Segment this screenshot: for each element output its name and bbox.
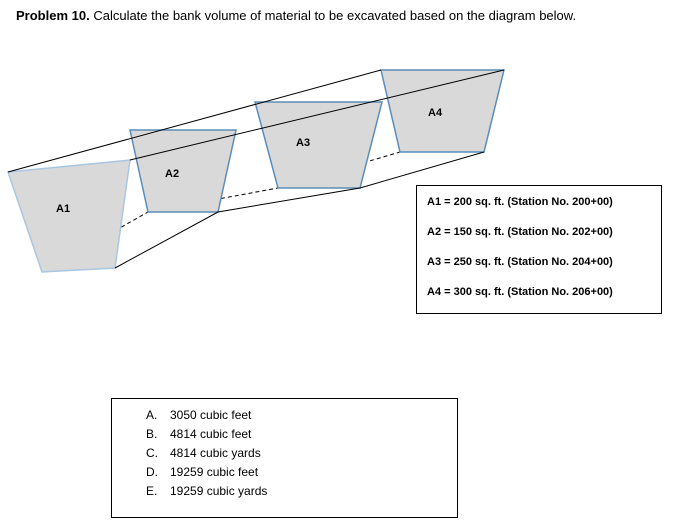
choice-text: 4814 cubic yards	[170, 446, 261, 460]
given-area-a4: A4 = 300 sq. ft. (Station No. 206+00)	[427, 286, 613, 298]
choice-a[interactable]	[146, 408, 251, 422]
given-area-a1: A1 = 200 sq. ft. (Station No. 200+00)	[427, 196, 613, 208]
answer-choices-box	[111, 398, 458, 518]
area-label-a1: A1	[56, 203, 71, 215]
choice-letter: C.	[146, 446, 158, 460]
choice-letter: D.	[146, 465, 158, 479]
choice-b[interactable]	[146, 427, 251, 441]
choice-c[interactable]	[146, 446, 261, 460]
problem-text: Calculate the bank volume of material to be excavated based on the diagram below.	[93, 8, 577, 23]
choice-text: 4814 cubic feet	[170, 427, 252, 441]
choice-d[interactable]	[146, 465, 258, 479]
choice-text: 3050 cubic feet	[170, 408, 252, 422]
choice-e[interactable]	[146, 484, 267, 498]
choice-letter: E.	[146, 484, 158, 498]
area-label-a3: A3	[296, 137, 311, 149]
problem-number: Problem 10.	[16, 8, 90, 23]
cross-section-a4	[381, 70, 504, 152]
choice-text: 19259 cubic feet	[170, 465, 259, 479]
choice-letter: B.	[146, 427, 158, 441]
cross-section-a1	[8, 160, 130, 272]
given-area-a2: A2 = 150 sq. ft. (Station No. 202+00)	[427, 226, 613, 238]
area-label-a4: A4	[428, 107, 443, 119]
choice-text: 19259 cubic yards	[170, 484, 268, 498]
choice-letter: A.	[146, 408, 158, 422]
given-data-box	[416, 185, 662, 314]
given-area-a3: A3 = 250 sq. ft. (Station No. 204+00)	[427, 256, 613, 268]
area-label-a2: A2	[165, 168, 180, 180]
cross-section-a2	[130, 130, 236, 212]
